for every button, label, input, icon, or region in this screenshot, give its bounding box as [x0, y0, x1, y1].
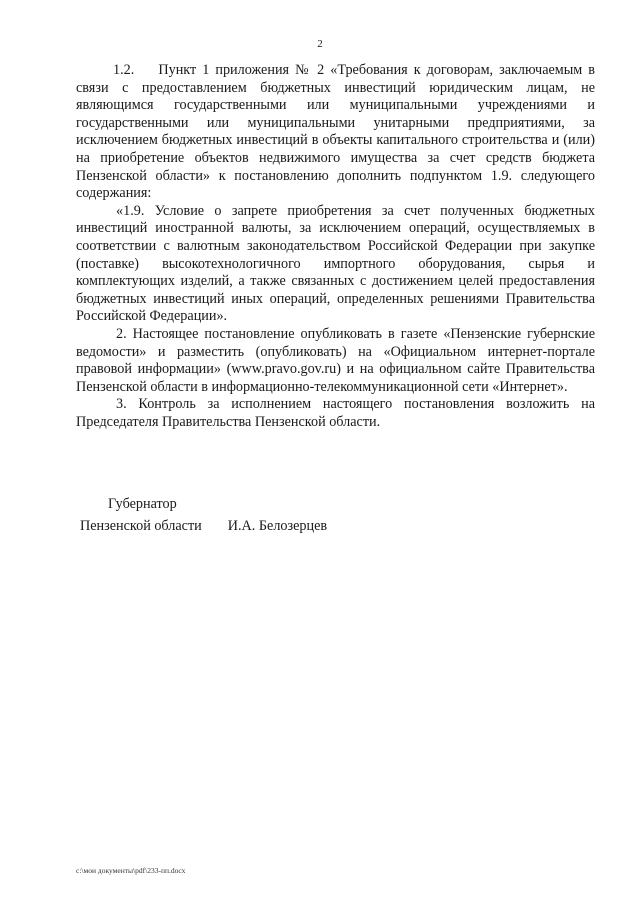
paragraph-1-9: «1.9. Условие о запрете приобретения за счет полученных бюджетных инвестиций иностранной валюты, за исключением операций, осуществляемых в соответствии с валютным законодательством Российской Федерации при закупке (поставке) высокотехнологичного импортного оборудования, сырья и комплектующих изделий, а также связанных с достижением целей предоставления бюджетных инвестиций иных операций, определенных решениями Правительства Российской Федерации». [76, 202, 595, 325]
page-number: 2 [317, 38, 323, 50]
signer-title-line2: Пензенской области [80, 518, 202, 534]
document-body [76, 62, 595, 431]
signer-name: И.А. Белозерцев [227, 518, 328, 534]
footer-file-path: c:\мои документы\pdf\233-пп.docx [76, 866, 186, 875]
paragraph-1-2: 1.2. Пункт 1 приложения № 2 «Требования к договорам, заключаемым в связи с предоставлением бюджетных инвестиций юридическим лицам, не являющимся государственными или муниципальными учреждениями и государственными или муниципальными унитарными предприятиями, за исключением бюджетных инвестиций в объекты капитального строительства и (или) на приобретение объектов недвижимого имущества за счет средств бюджета Пензенской области» к постановлению дополнить подпунктом 1.9. следующего содержания: [76, 62, 595, 202]
signer-title-line1: Губернатор [108, 496, 177, 512]
paragraph-3: 3. Контроль за исполнением настоящего постановления возложить на Председателя Правительства Пензенской области. [76, 396, 595, 430]
paragraph-2: 2. Настоящее постановление опубликовать в газете «Пензенские губернские ведомости» и разместить (опубликовать) на «Официальном интернет-портале правовой информации» (www.pravo.gov.ru) и на официальном сайте Правительства Пензенской области в информационно-телекоммуникационной сети «Интернет». [76, 325, 595, 395]
signature-block [80, 493, 327, 537]
